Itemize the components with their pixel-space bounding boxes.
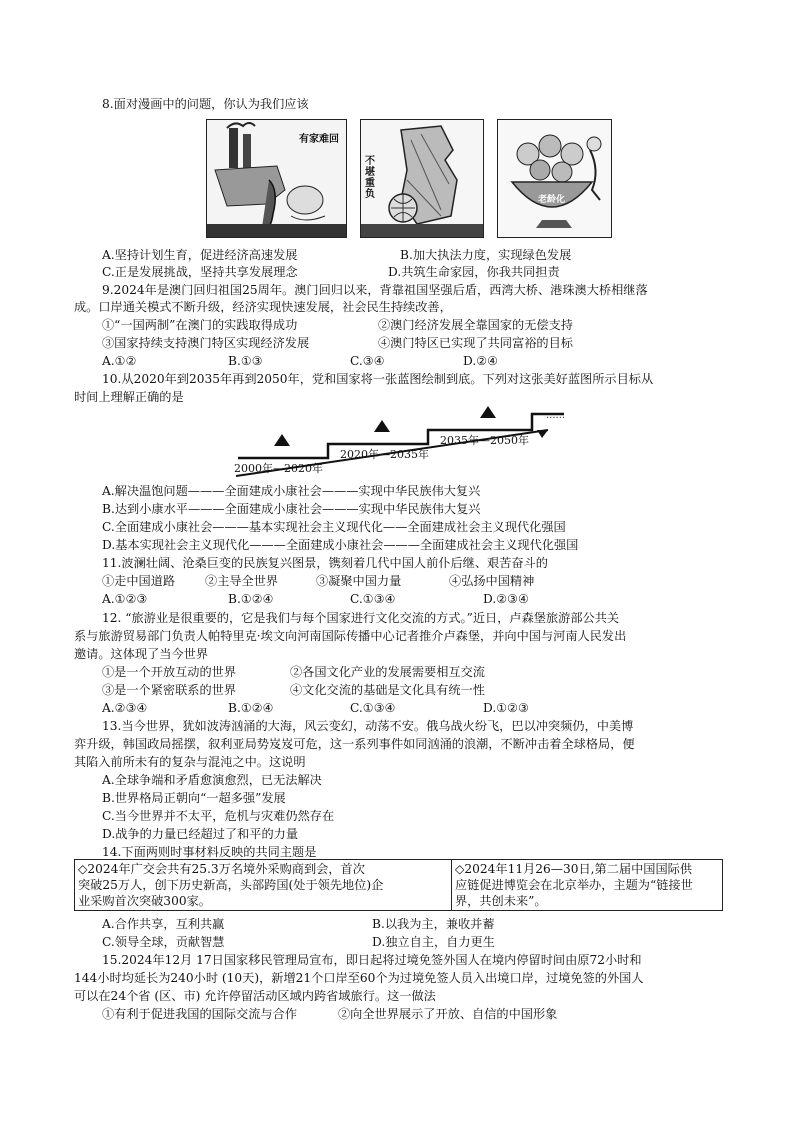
q15-item-1: ①有利于促进我国的国际交流与合作 <box>102 1007 297 1021</box>
q12-stem-line3: 邀请。这体现了当今世界 <box>74 647 209 661</box>
svg-text:......: ...... <box>546 410 566 421</box>
q13-option-d: D.战争的力量已经超过了和平的力量 <box>102 827 299 841</box>
cartoon-aging-society <box>497 119 612 238</box>
q14-option-a: A.合作共享，互利共赢 <box>102 917 225 931</box>
q10-option-a: A.解决温饱问题———全面建成小康社会———实现中华民族伟大复兴 <box>102 484 481 498</box>
q10-stem-line1: 10.从2020年到2035年再到2050年，党和国家将一张蓝图绘制到底。下列对这张美好蓝图所示目标从 <box>102 372 654 386</box>
q12-stem-line2: 系与旅游贸易部门负责人帕特里克·埃文向河南国际传播中心记者推介卢森堡，并向中国与河南人民发出 <box>74 629 627 643</box>
q12-item-3: ③是一个紧密联系的世界 <box>102 683 237 697</box>
q14-material-table <box>74 859 723 911</box>
q10-stem-line2: 时间上理解正确的是 <box>74 390 184 404</box>
q15-stem-line1: 15.2024年12月 17日国家移民管理局宣布，即日起将过境免签外国人在境内停留时间由原72小时和 <box>102 953 642 967</box>
cartoon1-caption: 有家难回 <box>299 134 339 145</box>
q11-stem: 11.波澜壮阔、沧桑巨变的民族复兴图景，镌刻着几代中国人前仆后继、艰苦奋斗的 <box>102 556 548 570</box>
q10-option-c: C.全面建成小康社会———基本实现社会主义现代化——全面建成社会主义现代化强国 <box>102 520 566 534</box>
q14-left-line2: 突破25万人，创下历史新高，头部跨国(处于领先地位)企 <box>78 878 384 892</box>
q14-material-left <box>75 860 452 911</box>
q15-stem-line3: 可以在24个省 (区、市) 允许停留活动区域内跨省域旅行。这一做法 <box>74 989 436 1003</box>
q11-option-d: D.②③④ <box>483 592 529 606</box>
timeline-label-3: 2035年—2050年 <box>440 434 529 447</box>
q9-item-2: ②澳门经济发展全靠国家的无偿支持 <box>378 318 573 332</box>
q14-left-line1: ◇2024年广交会共有25.3万名境外采购商到会，首次 <box>78 862 365 876</box>
cartoon3-caption: 老龄化 <box>538 195 566 205</box>
q14-left-line3: 业采购首次突破300家。 <box>78 894 211 908</box>
q10-option-b: B.达到小康水平———全面建成小康社会———实现中华民族伟大复兴 <box>102 502 481 516</box>
q14-material-right <box>452 860 723 911</box>
q14-stem: 14.下面两则时事材料反映的共同主题是 <box>102 845 317 859</box>
q9-item-1: ①“一国两制”在澳门的实践取得成功 <box>102 318 298 332</box>
q12-option-c: C.①③④ <box>350 701 396 715</box>
q8-option-b: B.加大执法力度，实现绿色发展 <box>400 248 572 262</box>
q13-option-a: A.全球争端和矛盾愈演愈烈，已无法解决 <box>102 773 322 787</box>
q12-option-b: B.①②④ <box>228 701 274 715</box>
q11-item-4: ④弘扬中国精神 <box>449 574 535 588</box>
q9-item-3: ③国家持续支持澳门特区实现经济发展 <box>102 336 310 350</box>
cartoon2-caption: 不堪重负 <box>365 156 375 200</box>
timeline-label-2: 2020年—2035年 <box>340 448 429 461</box>
q8-option-d: D.共筑生命家园，你我共同担责 <box>388 265 560 279</box>
blueprint-timeline <box>228 406 568 482</box>
q13-stem-line2: 弈升级，韩国政局摇摆，叙利亚局势岌岌可危，这一系列事件如同汹涌的浪潮，不断冲击着全球格局，便 <box>74 737 635 751</box>
cartoon-home-hard-to-return <box>206 119 347 238</box>
q9-option-c: C.③④ <box>350 354 385 368</box>
q14-right-line1: ◇2024年11月26—30日,第二届中国国际供 <box>455 862 693 876</box>
q12-item-1: ①是一个开放互动的世界 <box>102 665 237 679</box>
q14-option-b: B.以我为主，兼收并蓄 <box>372 917 495 931</box>
q8-stem: 8.面对漫画中的问题，你认为我们应该 <box>102 97 309 111</box>
q9-option-b: B.①③ <box>228 354 263 368</box>
q13-option-c: C.当今世界并不太平，危机与灾难仍然存在 <box>102 809 335 823</box>
q11-option-b: B.①②④ <box>228 592 274 606</box>
q12-option-a: A.②③④ <box>102 701 148 715</box>
q15-stem-line2: 144小时均延长为240小时 (10天)，新增21个口岸至60个为过境免签人员入出境口岸，过境免签的外国人 <box>74 971 644 985</box>
q15-item-2: ②向全世界展示了开放、自信的中国形象 <box>338 1007 558 1021</box>
q12-stem-line1: 12. “旅游业是很重要的，它是我们与每个国家进行文化交流的方式。”近日，卢森堡旅游部公共关 <box>102 611 620 625</box>
q14-right-line3: 界，共创未来”。 <box>455 894 547 908</box>
q12-option-d: D.①②③ <box>483 701 529 715</box>
q13-stem-line1: 13.当今世界，犹如波涛汹涌的大海，风云变幻，动荡不安。俄乌战火纷飞，巴以冲突频仍，中美博 <box>102 719 634 733</box>
q9-item-4: ④澳门特区已实现了共同富裕的目标 <box>378 336 573 350</box>
q12-item-2: ②各国文化产业的发展需要相互交流 <box>290 665 485 679</box>
q11-item-2: ②主导全世界 <box>205 574 279 588</box>
cartoon-overburdened-earth <box>360 119 484 238</box>
q11-option-c: C.①③④ <box>350 592 396 606</box>
q14-option-c: C.领导全球，贡献智慧 <box>102 935 225 949</box>
q10-option-d: D.基本实现社会主义现代化———全面建成小康社会———全面建成社会主义现代化强国 <box>102 538 579 552</box>
q12-item-4: ④文化交流的基础是文化具有统一性 <box>290 683 485 697</box>
q14-option-d: D.独立自主，自力更生 <box>372 935 495 949</box>
q9-stem-line1: 9.2024年是澳门回归祖国25周年。澳门回归以来，背靠祖国坚强后盾，西湾大桥、港珠澳大桥相继落 <box>102 283 648 297</box>
q9-stem-line2: 成。口岸通关模式不断升级，经济实现快速发展，社会民生持续改善， <box>74 300 452 314</box>
q9-option-a: A.①② <box>102 354 137 368</box>
q14-right-line2: 应链促进博览会在北京举办，主题为“链接世 <box>455 878 693 892</box>
q8-option-c: C.正是发展挑战，坚持共享发展理念 <box>102 265 298 279</box>
q9-option-d: D.②④ <box>463 354 499 368</box>
q11-item-1: ①走中国道路 <box>102 574 176 588</box>
q13-option-b: B.世界格局正朝向“一超多强”发展 <box>102 791 286 805</box>
q11-item-3: ③凝聚中国力量 <box>316 574 402 588</box>
timeline-label-1: 2000年—2020年 <box>234 462 323 475</box>
q11-option-a: A.①②③ <box>102 592 148 606</box>
q13-stem-line3: 其陷入前所未有的复杂与混沌之中。这说明 <box>74 755 306 769</box>
q8-option-a: A.坚持计划生育，促进经济高速发展 <box>102 248 298 262</box>
